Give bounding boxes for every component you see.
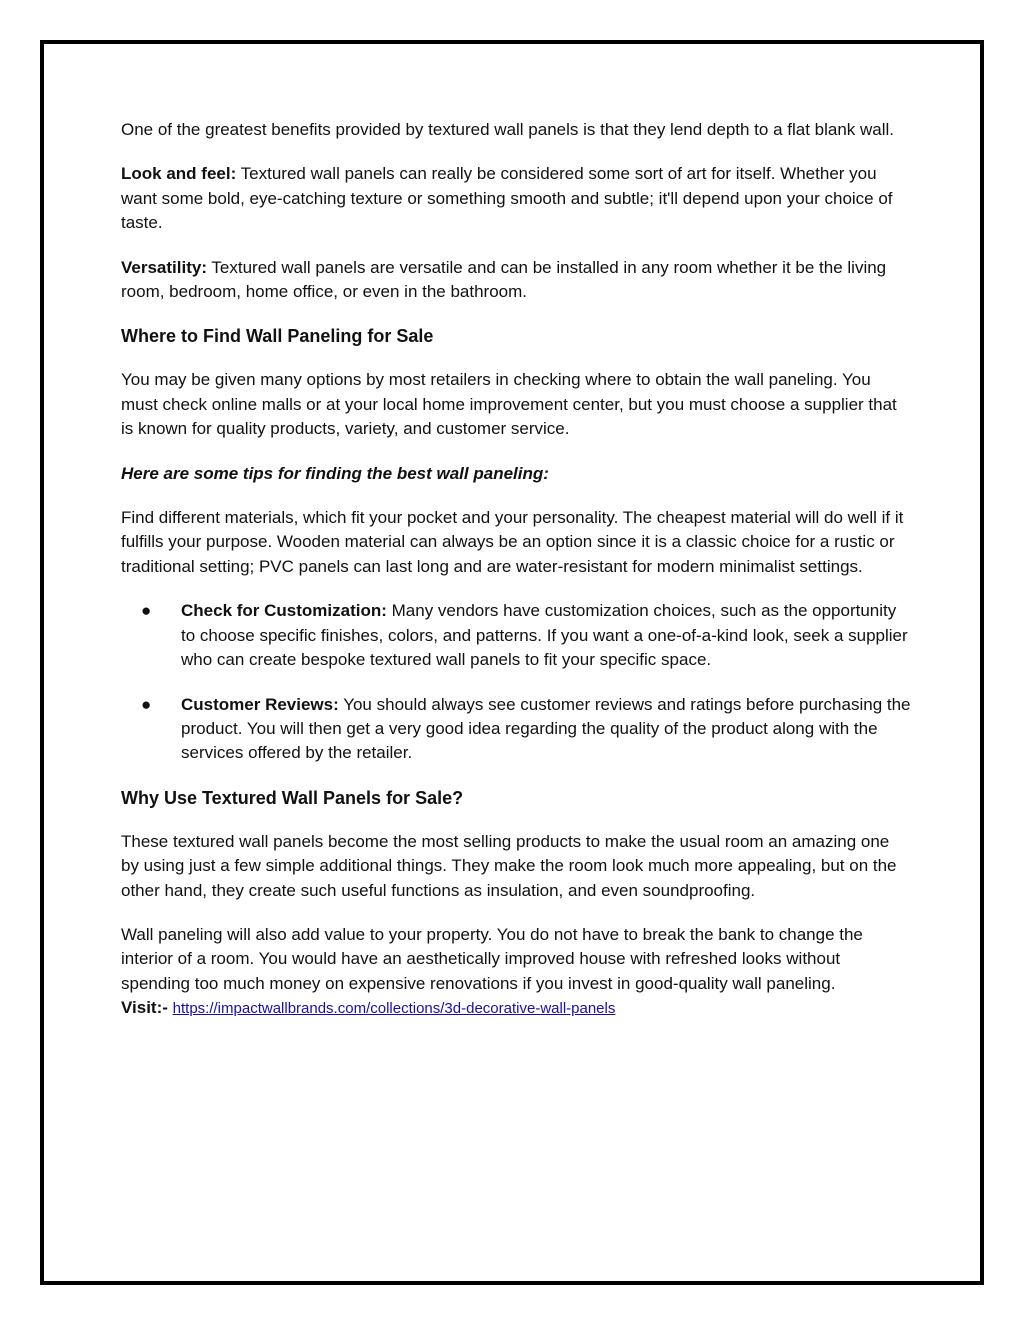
tips-list — [121, 599, 911, 765]
document-body — [121, 118, 911, 1022]
bullet-label: Customer Reviews: — [181, 694, 339, 714]
look-feel-label: Look and feel: — [121, 164, 237, 184]
versatility-paragraph — [121, 256, 911, 305]
tips-heading: Here are some tips for finding the best wall paneling: — [121, 463, 549, 483]
versatility-text: Textured wall panels are versatile and can be installed in any room whether it be the living room, bedroom, home office, or even in the bathroom. — [121, 257, 887, 302]
intro-paragraph: One of the greatest benefits provided by textured wall panels is that they lend depth to a flat blank wall. — [121, 120, 895, 139]
why-paragraph-2: Wall paneling will also add value to your property. You do not have to break the bank to change the interior of a room. You would have an aesthetically improved house with refreshed looks without spending too much money on expensive renovations if you invest in good-quality wall paneling. — [121, 924, 863, 993]
where-paragraph: You may be given many options by most retailers in checking where to obtain the wall paneling. You must check online malls or at your local home improvement center, but you must choose a supplier that is known for quality products, variety, and customer service. — [121, 370, 897, 439]
heading-why-use: Why Use Textured Wall Panels for Sale? — [121, 787, 464, 808]
look-feel-paragraph — [121, 162, 911, 235]
materials-paragraph: Find different materials, which fit your pocket and your personality. The cheapest material will do well if it fulfills your purpose. Wooden material can always be an option since it is a classic choice for a rustic or traditional setting; PVC panels can last long and are water-resistant for modern minimalist settings. — [121, 508, 904, 576]
bullet-icon: ● — [141, 601, 152, 621]
visit-line — [121, 996, 911, 1021]
bullet-text: Many vendors have customization choices, such as the opportunity to choose specific finishes, colors, and patterns. If you want a one-of-a-kind look, seek a supplier who can create bespoke textured wall panels to fit your specific space. — [181, 601, 908, 670]
why-paragraph-1: These textured wall panels become the most selling products to make the usual room an amazing one by using just a few simple additional things. They make the room look much more appealing, but on the other hand, they create such useful functions as insulation, and even soundproofing. — [121, 831, 897, 900]
bullet-label: Check for Customization: — [181, 601, 387, 621]
bullet-text: You should always see customer reviews and ratings before purchasing the product. You will then get a very good idea regarding the quality of the product along with the services offered by the retailer. — [181, 694, 911, 763]
versatility-label: Versatility: — [121, 257, 207, 277]
heading-where-to-find: Where to Find Wall Paneling for Sale — [121, 326, 434, 347]
list-item — [121, 693, 911, 766]
look-feel-text: Textured wall panels can really be considered some sort of art for itself. Whether you want some bold, eye-catching texture or something smooth and subtle; it'll depend upon your choice of taste. — [121, 164, 893, 233]
visit-label: Visit:- — [121, 998, 168, 1018]
visit-link[interactable]: https://impactwallbrands.com/collections/3d-decorative-wall-panels — [172, 1000, 616, 1018]
list-item — [121, 599, 911, 672]
bullet-icon: ● — [141, 694, 152, 714]
